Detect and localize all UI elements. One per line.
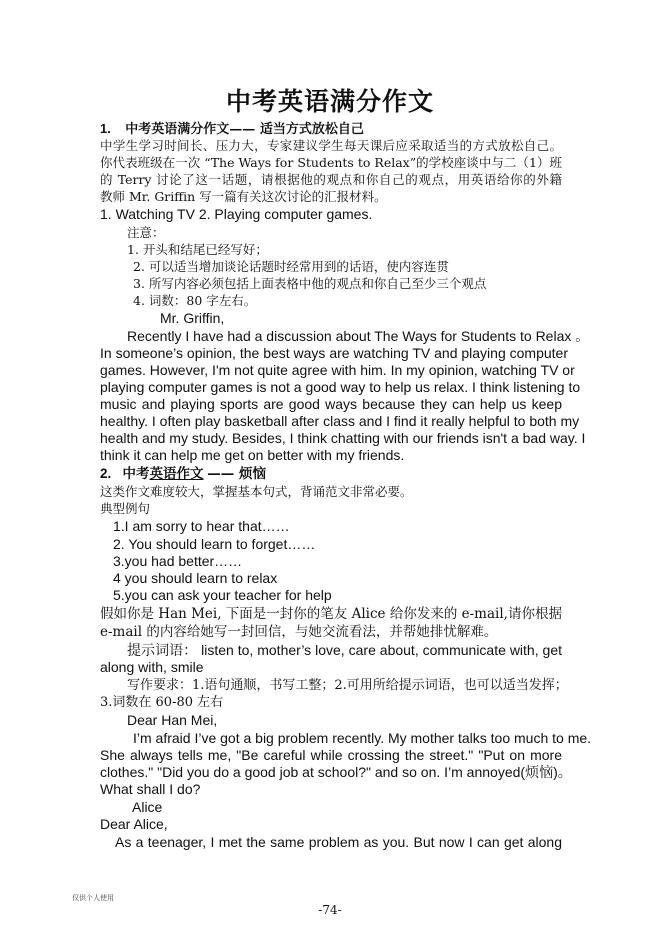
essay-line: healthy. I often play basketball after class and I find it really helpful to both my bbox=[100, 413, 580, 429]
example-sentence: 1.I am sorry to hear that…… bbox=[113, 518, 290, 534]
section2-heading-pre: 中考 bbox=[122, 466, 150, 482]
section1-heading bbox=[100, 120, 562, 138]
section2-heading-num: 2. bbox=[100, 466, 112, 481]
examples-label: 典型例句 bbox=[100, 501, 151, 516]
hint-line: 提示词语： listen to, mother’s love, care about, communicate with, get bbox=[127, 642, 562, 658]
task-line: 假如你是 Han Mei, 下面是一封你的笔友 Alice 给你发来的 e-mail,请你根据 bbox=[100, 606, 562, 622]
essay-line: games. However, I'm not quite agree with him. In my opinion, watching TV or bbox=[100, 362, 575, 378]
hint-line: along with, smile bbox=[100, 659, 204, 675]
essay-line: health and my study. Besides, I think chatting with our friends isn't a bad way. I bbox=[100, 430, 586, 446]
note-item: 4. 词数：80 字左右。 bbox=[133, 293, 257, 308]
task-line: e-mail 的内容给她写一封回信，与她交流看法，并帮她排忧解难。 bbox=[100, 624, 498, 640]
requirement-line: 3.词数在 60-80 左右 bbox=[100, 695, 224, 710]
section2-intro: 这类作文难度较大，掌握基本句式，背诵范文非常必要。 bbox=[100, 484, 413, 499]
note-item: 3. 所写内容必须包括上面表格中他的观点和你自己至少三个观点 bbox=[133, 276, 487, 291]
letter-line: She always tells me, "Be careful while crossing the street." "Put on more bbox=[100, 747, 562, 763]
letter-line: What shall I do? bbox=[100, 781, 201, 797]
note-item: 1. 开头和结尾已经写好； bbox=[127, 242, 268, 257]
section1-intro-line: 中学生学习时间长、压力大，专家建议学生每天课后应采取适当的方式放松自己。 bbox=[100, 138, 562, 153]
section1-options: 1. Watching TV 2. Playing computer games. bbox=[100, 206, 373, 222]
essay-line: Recently I have had a discussion about The Ways for Students to Relax 。 bbox=[127, 328, 590, 344]
footer-note: 仅供个人使用 bbox=[72, 894, 114, 902]
section1-intro-line: 教师 Mr. Griffin 写一篇有关这次讨论的汇报材料。 bbox=[100, 189, 387, 204]
letter-line: clothes." "Did you do a good job at school?" and so on. I’m annoyed(烦恼)。 bbox=[100, 764, 572, 780]
letter-signature: Alice bbox=[132, 799, 163, 815]
example-sentence: 4 you should learn to relax bbox=[113, 570, 278, 586]
essay-line: In someone’s opinion, the best ways are watching TV and playing computer bbox=[100, 345, 568, 361]
reply-salutation: Dear Alice, bbox=[100, 816, 168, 832]
letter-salutation: Dear Han Mei, bbox=[127, 712, 218, 728]
section2-heading bbox=[100, 465, 562, 483]
example-sentence: 3.you had better…… bbox=[113, 553, 243, 569]
notes-label: 注意： bbox=[127, 225, 165, 240]
essay-line: music and playing sports are good ways because they can help us keep bbox=[100, 396, 562, 412]
letter-line: I’m afraid I’ve got a big problem recently. My mother talks too much to me. bbox=[133, 730, 592, 746]
essay-line: think it can help me get on better with my friends. bbox=[100, 447, 405, 463]
essay-salutation: Mr. Griffin, bbox=[160, 310, 225, 326]
page-number: -74- bbox=[318, 903, 342, 917]
essay-line: playing computer games is not a good way to help us relax. I think listening to bbox=[100, 379, 581, 395]
example-sentence: 2. You should learn to forget…… bbox=[113, 536, 316, 552]
section2-heading-underlined: 英语作文 bbox=[149, 466, 204, 482]
section2-heading-post: —— 烦恼 bbox=[207, 466, 266, 482]
note-item: 2. 可以适当增加谈论话题时经常用到的话语，使内容连贯 bbox=[133, 259, 449, 274]
page-title: 中考英语满分作文 bbox=[225, 87, 434, 116]
example-sentence: 5.you can ask your teacher for help bbox=[113, 587, 332, 603]
reply-line: As a teenager, I met the same problem as you. But now I can get along bbox=[115, 834, 562, 850]
section1-heading-num: 1. bbox=[100, 121, 111, 136]
section1-intro-line: 你代表班级在一次 “The Ways for Students to Relax”的学校座谈中与二（1）班 bbox=[100, 155, 562, 170]
section1-intro-line: 的 Terry 讨论了这一话题，请根据他的观点和你自己的观点，用英语给你的外籍 bbox=[100, 172, 562, 187]
requirement-line: 写作要求：1.语句通顺，书写工整；2.可用所给提示词语，也可以适当发挥； bbox=[127, 678, 568, 693]
section1-heading-text: 中考英语满分作文—— 适当方式放松自己 bbox=[125, 122, 364, 137]
